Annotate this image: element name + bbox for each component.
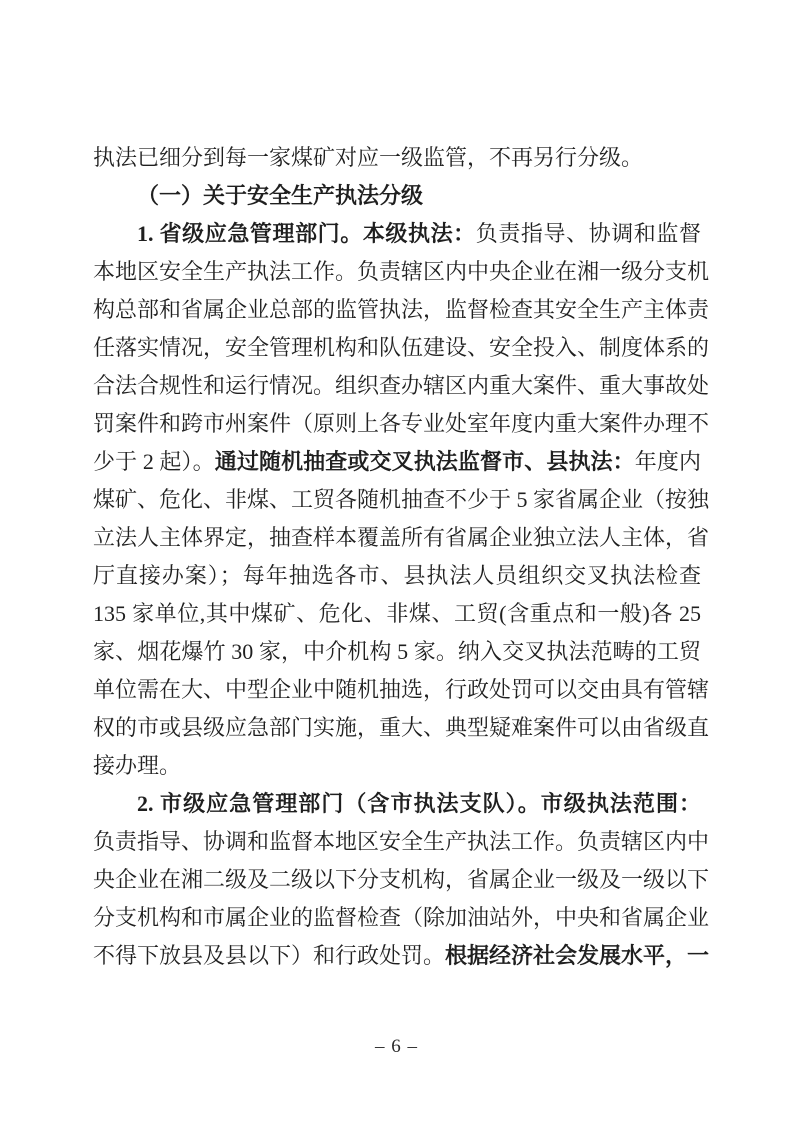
text-line bbox=[93, 405, 710, 443]
body-text: 厅直接办案）；每年抽选各市、县执法人员组织交叉执法检查 bbox=[93, 563, 701, 588]
body-text: 少于 2 起）。 bbox=[93, 449, 215, 474]
text-line bbox=[93, 481, 710, 519]
emphasis-text: 2. 市级应急管理部门（含市执法支队）。市级执法范围： bbox=[137, 791, 701, 816]
body-text: 煤矿、危化、非煤、工贸各随机抽查不少于 5 家省属企业（按独 bbox=[93, 487, 710, 512]
text-line bbox=[93, 329, 710, 367]
body-text: 构总部和省属企业总部的监管执法，监督检查其安全生产主体责 bbox=[93, 297, 710, 322]
text-line bbox=[93, 861, 710, 899]
body-text: 单位需在大、中型企业中随机抽选，行政处罚可以交由具有管辖 bbox=[93, 677, 710, 702]
body-text: 负责指导、协调和监督本地区安全生产执法工作。负责辖区内中 bbox=[93, 829, 710, 854]
text-line bbox=[93, 709, 710, 747]
text-line bbox=[93, 747, 701, 785]
body-text: 分支机构和市属企业的监督检查（除加油站外，中央和省属企业 bbox=[93, 905, 710, 930]
page-number: – 6 – bbox=[375, 1036, 418, 1057]
body-text: 执法已细分到每一家煤矿对应一级监管，不再另行分级。 bbox=[93, 145, 644, 170]
emphasis-text: （一）关于安全生产执法分级 bbox=[137, 183, 424, 208]
body-text: 年度内 bbox=[634, 449, 701, 474]
text-line bbox=[93, 177, 701, 215]
body-text: 合法合规性和运行情况。组织查办辖区内重大案件、重大事故处 bbox=[93, 373, 710, 398]
document-body bbox=[93, 139, 710, 975]
body-text: 权的市或县级应急部门实施，重大、典型疑难案件可以由省级直 bbox=[93, 715, 710, 740]
text-line bbox=[93, 671, 710, 709]
text-line bbox=[93, 215, 701, 253]
text-line bbox=[93, 823, 710, 861]
text-line bbox=[93, 367, 710, 405]
body-text: 央企业在湘二级及二级以下分支机构，省属企业一级及一级以下 bbox=[93, 867, 710, 892]
body-text: 罚案件和跨市州案件（原则上各专业处室年度内重大案件办理不 bbox=[93, 411, 710, 436]
text-line bbox=[93, 633, 701, 671]
body-text: 不得下放县及县以下）和行政处罚。 bbox=[93, 943, 446, 968]
emphasis-text: 根据经济社会发展水平，一 bbox=[445, 943, 710, 968]
text-line bbox=[93, 899, 710, 937]
emphasis-text: 1. 省级应急管理部门。本级执法： bbox=[137, 221, 476, 246]
text-line bbox=[93, 937, 710, 975]
page-footer bbox=[0, 1036, 793, 1058]
text-line bbox=[93, 139, 701, 177]
body-text: 家、烟花爆竹 30 家，中介机构 5 家。纳入交叉执法范畴的工贸 bbox=[93, 639, 701, 664]
text-line bbox=[93, 785, 701, 823]
text-line bbox=[93, 595, 701, 633]
body-text: 接办理。 bbox=[93, 753, 182, 778]
text-line bbox=[93, 253, 710, 291]
body-text: 135 家单位,其中煤矿、危化、非煤、工贸(含重点和一般)各 25 bbox=[93, 601, 701, 626]
text-line bbox=[93, 443, 701, 481]
body-text: 任落实情况，安全管理机构和队伍建设、安全投入、制度体系的 bbox=[93, 335, 710, 360]
body-text: 本地区安全生产执法工作。负责辖区内中央企业在湘一级分支机 bbox=[93, 259, 710, 284]
body-text: 立法人主体界定，抽查样本覆盖所有省属企业独立法人主体，省 bbox=[93, 525, 710, 550]
emphasis-text: 通过随机抽查或交叉执法监督市、县执法： bbox=[214, 449, 635, 474]
text-line bbox=[93, 519, 710, 557]
body-text: 负责指导、协调和监督 bbox=[475, 221, 701, 246]
text-line bbox=[93, 557, 701, 595]
text-line bbox=[93, 291, 710, 329]
